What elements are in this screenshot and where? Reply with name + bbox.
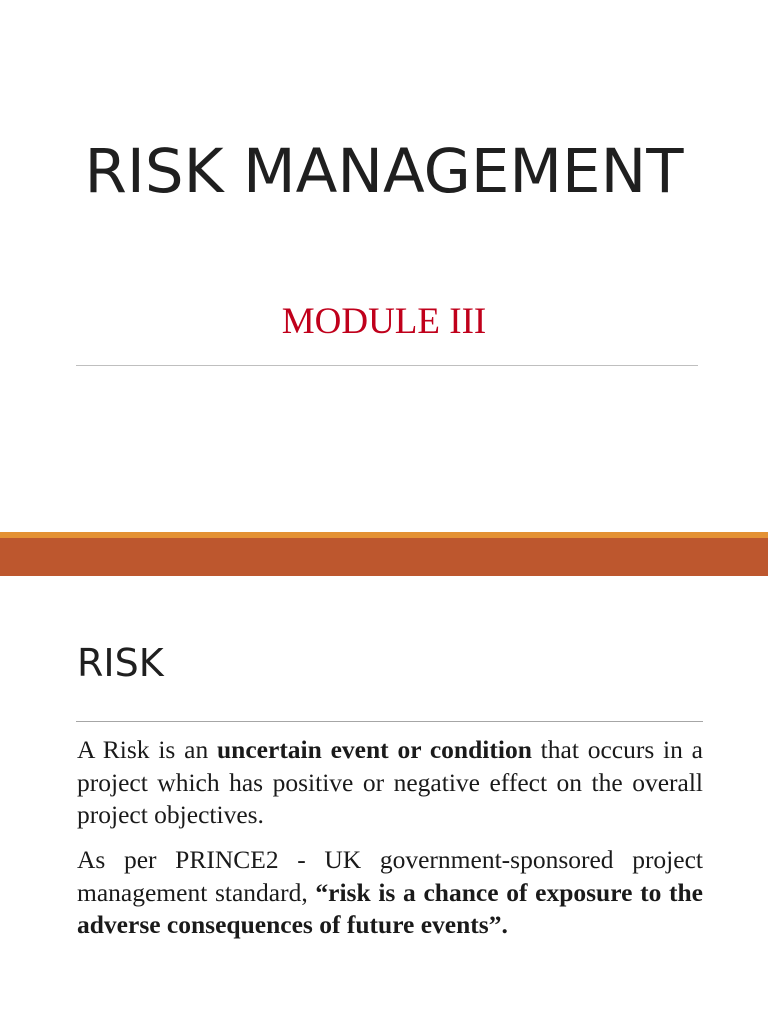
slide-separator-band <box>0 532 768 576</box>
prince2-paragraph <box>77 844 703 942</box>
quote-text: “risk is a chance of exposure to the adverse consequences of future events”. <box>77 877 703 939</box>
risk-definition-slide <box>0 576 768 1024</box>
paragraph-text: A Risk is an <box>77 735 217 764</box>
paragraph-text: that occurs in a project which has positive or negative effect on the overall project objectives. <box>77 735 703 829</box>
emphasis-text: uncertain event or condition <box>217 735 532 764</box>
title-divider <box>76 365 698 366</box>
separator-main-stripe <box>0 538 768 576</box>
slide-subtitle: MODULE III <box>281 301 487 342</box>
heading-divider <box>76 721 703 722</box>
slide-title: RISK MANAGEMENT <box>84 136 684 207</box>
definition-paragraph <box>77 734 703 832</box>
slide-heading: RISK <box>77 641 164 685</box>
paragraph-text: As per PRINCE2 - UK government-sponsored project management standard, <box>77 845 703 907</box>
